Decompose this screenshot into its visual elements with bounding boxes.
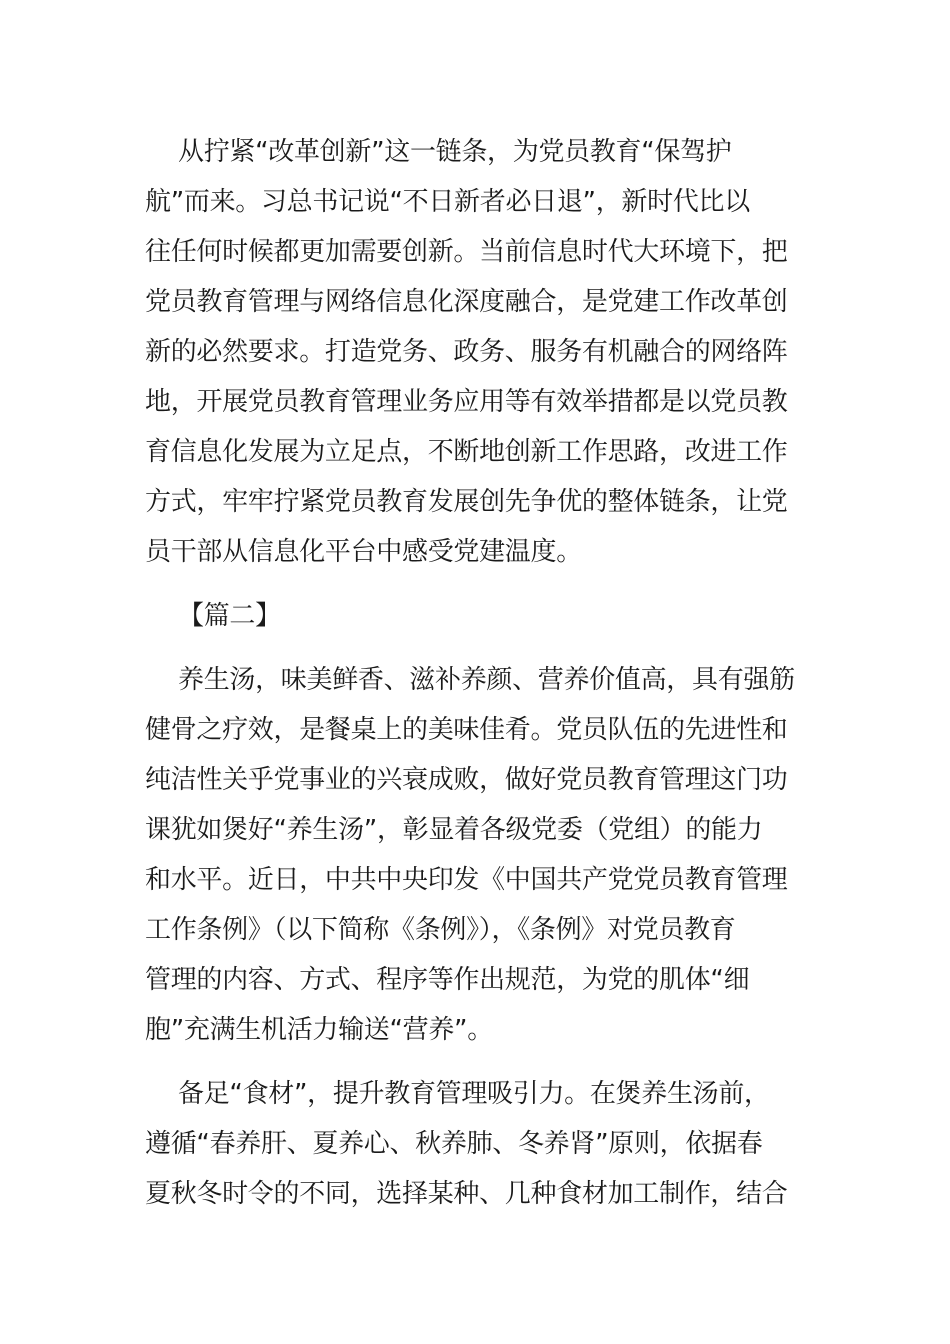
text-line: 胞”充满生机活力输送“营养”。 [145,1015,493,1045]
text-line: 纯洁性关乎党事业的兴衰成败，做好党员教育管理这门功 [145,765,788,795]
text-line: 航”而来。习总书记说“不日新者必日退”，新时代比以 [145,187,750,217]
text-line: 员干部从信息化平台中感受党建温度。 [145,537,582,567]
document-page [145,127,795,1219]
text-line: 备足“食材”，提升教育管理吸引力。在煲养生汤前， [178,1079,770,1109]
text-line: 往任何时候都更加需要创新。当前信息时代大环境下，把 [145,237,788,267]
paragraph-1 [145,127,795,577]
paragraph-2 [145,655,795,1055]
text-line: 党员教育管理与网络信息化深度融合，是党建工作改革创 [145,287,788,317]
text-line: 从拧紧“改革创新”这一链条，为党员教育“保驾护 [178,137,732,167]
text-line: 地，开展党员教育管理业务应用等有效举措都是以党员教 [145,387,788,417]
text-line: 夏秋冬时令的不同，选择某种、几种食材加工制作，结合 [145,1179,788,1209]
text-line: 遵循“春养肝、夏养心、秋养肺、冬养肾”原则，依据春 [145,1129,763,1159]
text-line: 健骨之疗效，是餐桌上的美味佳肴。党员队伍的先进性和 [145,715,788,745]
text-line: 方式，牢牢拧紧党员教育发展创先争优的整体链条，让党 [145,487,788,517]
text-line: 和水平。近日，中共中央印发《中国共产党党员教育管理 [145,865,788,895]
text-line: 新的必然要求。打造党务、政务、服务有机融合的网络阵 [145,337,788,367]
text-line: 养生汤，味美鲜香、滋补养颜、营养价值高，具有强筋 [178,665,795,695]
section-heading: 【篇二】 [178,601,281,631]
text-line: 工作条例》（以下简称《条例》），《条例》对党员教育 [145,915,736,945]
text-line: 课犹如煲好“养生汤”，彰显着各级党委（党组）的能力 [145,815,763,845]
text-line: 育信息化发展为立足点，不断地创新工作思路，改进工作 [145,437,788,467]
paragraph-3 [145,1069,795,1219]
text-line: 管理的内容、方式、程序等作出规范，为党的肌体“细 [145,965,750,995]
